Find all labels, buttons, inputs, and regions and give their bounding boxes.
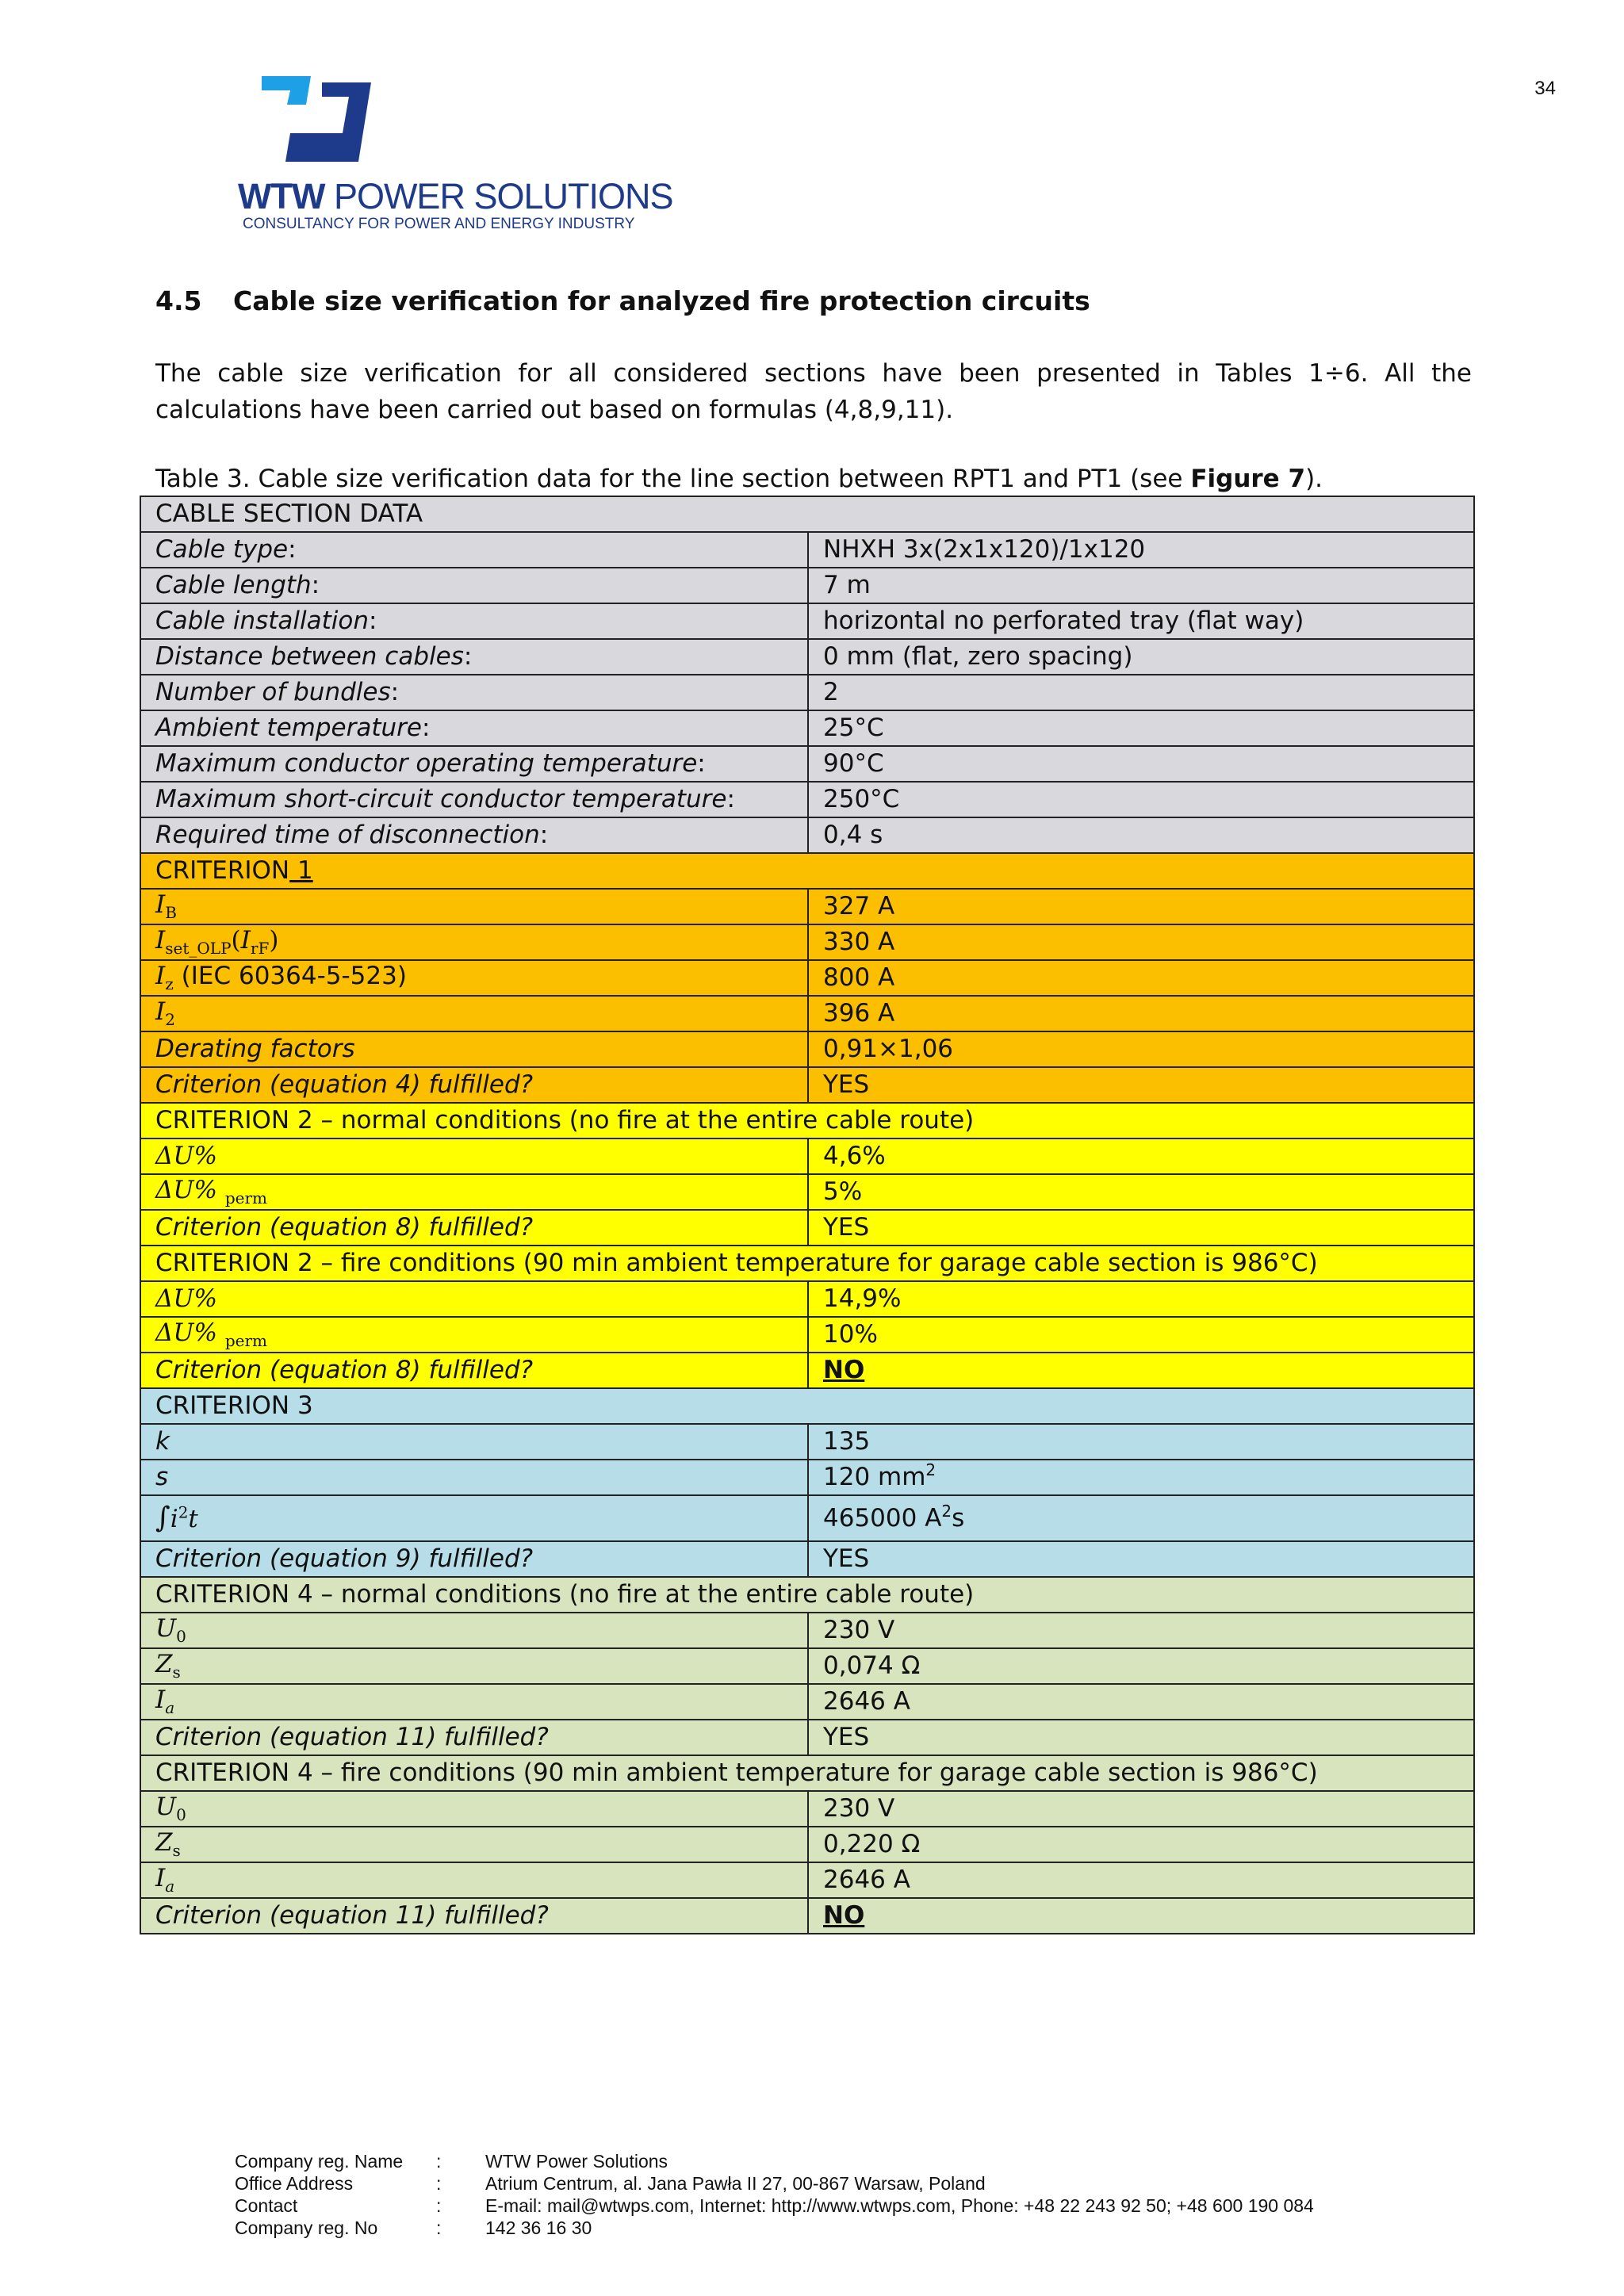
table-row xyxy=(140,1720,1474,1755)
table-row xyxy=(140,1827,1474,1862)
zs-symbol: $Z_s$ xyxy=(140,1648,808,1684)
criterion3-result-label: Criterion (equation 9) fulfilled? xyxy=(140,1541,808,1577)
criterion1-result-label: Criterion (equation 4) fulfilled? xyxy=(140,1067,808,1103)
footer-key: Company reg. Name xyxy=(235,2151,404,2172)
cable-param-value: 90°C xyxy=(808,746,1474,782)
du-fire-symbol: ΔU% xyxy=(140,1281,808,1317)
cable-section-rows xyxy=(140,532,1474,853)
cable-param-label: Number of bundles: xyxy=(140,675,808,710)
table-row xyxy=(140,1424,1474,1460)
footer-value: WTW Power Solutions xyxy=(485,2151,668,2172)
table-row xyxy=(140,675,1474,710)
table-row xyxy=(140,782,1474,817)
iset-value: 330 A xyxy=(808,924,1474,960)
table-row xyxy=(140,603,1474,639)
company-logo xyxy=(238,76,682,235)
table-row xyxy=(140,924,1474,960)
cable-param-value: 0 mm (flat, zero spacing) xyxy=(808,639,1474,675)
footer-row xyxy=(235,2195,1314,2217)
table-row xyxy=(140,568,1474,603)
cable-param-label: Maximum short-circuit conductor temperature: xyxy=(140,782,808,817)
table-row xyxy=(140,1648,1474,1684)
iz-symbol: $I_z$ (IEC 60364-5-523) xyxy=(140,960,808,996)
i2t-symbol: $\int i^2t$ xyxy=(140,1495,808,1541)
criterion3-header: CRITERION 3 xyxy=(140,1388,1474,1424)
criterion4-normal-header: CRITERION 4 – normal conditions (no fire at the entire cable route) xyxy=(140,1577,1474,1613)
criterion2-fire-result-value: NO xyxy=(808,1353,1474,1388)
table-row xyxy=(140,960,1474,996)
cable-section-header: CABLE SECTION DATA xyxy=(140,496,1474,532)
cable-param-label: Ambient temperature: xyxy=(140,710,808,746)
section-heading xyxy=(155,285,1090,316)
table-row xyxy=(140,1138,1474,1174)
table-row xyxy=(140,1317,1474,1353)
footer-separator: : xyxy=(436,2151,442,2172)
cable-param-label: Cable type: xyxy=(140,532,808,568)
cable-param-label: Cable installation: xyxy=(140,603,808,639)
cable-param-value: NHXH 3x(2x1x120)/1x120 xyxy=(808,532,1474,568)
zs-fire-value: 0,220 Ω xyxy=(808,1827,1474,1862)
u0-value: 230 V xyxy=(808,1613,1474,1648)
criterion2-normal-result-label: Criterion (equation 8) fulfilled? xyxy=(140,1210,808,1246)
footer-row xyxy=(235,2150,1314,2172)
s-label: s xyxy=(140,1460,808,1495)
criterion4-fire-header-row xyxy=(140,1755,1474,1791)
table-row xyxy=(140,1031,1474,1067)
cable-param-value: horizontal no perforated tray (flat way) xyxy=(808,603,1474,639)
ia-fire-symbol: $I_a$ xyxy=(140,1862,808,1898)
ib-symbol: $I_B$ xyxy=(140,889,808,924)
cable-section-header-row xyxy=(140,496,1474,532)
section-title: Cable size verification for analyzed fire protection circuits xyxy=(233,285,1090,316)
ia-value: 2646 A xyxy=(808,1684,1474,1720)
criterion2-fire-header: CRITERION 2 – fire conditions (90 min ambient temperature for garage cable section is 986°C) xyxy=(140,1246,1474,1281)
table-row xyxy=(140,1174,1474,1210)
u0-fire-value: 230 V xyxy=(808,1791,1474,1827)
du-perm-fire-value: 10% xyxy=(808,1317,1474,1353)
criterion4-fire-header: CRITERION 4 – fire conditions (90 min ambient temperature for garage cable section is 986°C) xyxy=(140,1755,1474,1791)
table-row xyxy=(140,1898,1474,1934)
table-row xyxy=(140,532,1474,568)
table-row xyxy=(140,1353,1474,1388)
criterion4-normal-header-row xyxy=(140,1577,1474,1613)
table-row xyxy=(140,1210,1474,1246)
i2-value: 396 A xyxy=(808,996,1474,1031)
cable-param-value: 25°C xyxy=(808,710,1474,746)
table-row xyxy=(140,1541,1474,1577)
zs-value: 0,074 Ω xyxy=(808,1648,1474,1684)
footer-separator: : xyxy=(436,2195,442,2216)
i2-symbol: $I_2$ xyxy=(140,996,808,1031)
table-row xyxy=(140,889,1474,924)
logo-mark-icon xyxy=(255,76,374,163)
criterion4-normal-result-label: Criterion (equation 11) fulfilled? xyxy=(140,1720,808,1755)
k-value: 135 xyxy=(808,1424,1474,1460)
logo-company-name: WTW POWER SOLUTIONS xyxy=(238,176,673,216)
du-perm-symbol: ΔU% $_{perm}$ xyxy=(140,1174,808,1210)
table-row xyxy=(140,1067,1474,1103)
table-caption: Table 3. Cable size verification data for the line section between RPT1 and PT1 (see Figure 7). xyxy=(155,465,1323,493)
cable-param-label: Distance between cables: xyxy=(140,639,808,675)
logo-tagline: CONSULTANCY FOR POWER AND ENERGY INDUSTRY xyxy=(243,216,635,232)
footer-key: Contact xyxy=(235,2195,298,2216)
footer-value: Atrium Centrum, al. Jana Pawła II 27, 00-867 Warsaw, Poland xyxy=(485,2173,986,2194)
derating-label: Derating factors xyxy=(140,1031,808,1067)
criterion1-result-value: YES xyxy=(808,1067,1474,1103)
ib-value: 327 A xyxy=(808,889,1474,924)
footer-value: E-mail: mail@wtwps.com, Internet: http://www.wtwps.com, Phone: +48 22 243 92 50; +48 600 190 084 xyxy=(485,2195,1314,2216)
footer-row xyxy=(235,2172,1314,2195)
k-label: k xyxy=(140,1424,808,1460)
criterion4-fire-result-label: Criterion (equation 11) fulfilled? xyxy=(140,1898,808,1934)
table-row xyxy=(140,1613,1474,1648)
i2t-value: 465000 $A^2s$ xyxy=(808,1495,1474,1541)
du-value: 4,6% xyxy=(808,1138,1474,1174)
table-row xyxy=(140,1791,1474,1827)
page-number: 34 xyxy=(1534,78,1556,99)
cable-param-label: Cable length: xyxy=(140,568,808,603)
ia-symbol: $I_a$ xyxy=(140,1684,808,1720)
cable-param-value: 7 m xyxy=(808,568,1474,603)
du-perm-value: 5% xyxy=(808,1174,1474,1210)
figure-reference: Figure 7 xyxy=(1190,465,1306,493)
cable-verification-table xyxy=(140,496,1475,1934)
table-row xyxy=(140,817,1474,853)
footer-key: Company reg. No xyxy=(235,2218,378,2238)
criterion3-result-value: YES xyxy=(808,1541,1474,1577)
table-row xyxy=(140,1495,1474,1541)
zs-fire-symbol: $Z_s$ xyxy=(140,1827,808,1862)
s-value: 120 $mm^2$ xyxy=(808,1460,1474,1495)
cable-param-value: 0,4 s xyxy=(808,817,1474,853)
table-row xyxy=(140,1281,1474,1317)
u0-symbol: $U_0$ xyxy=(140,1613,808,1648)
du-fire-value: 14,9% xyxy=(808,1281,1474,1317)
footer-separator: : xyxy=(436,2218,442,2238)
criterion4-fire-result-value: NO xyxy=(808,1898,1474,1934)
section-number: 4.5 xyxy=(155,285,202,316)
criterion2-normal-header-row xyxy=(140,1103,1474,1138)
cable-param-label: Required time of disconnection: xyxy=(140,817,808,853)
iset-symbol: $I_{set\_OLP}(I_{rF})$ xyxy=(140,924,808,960)
table-row xyxy=(140,1460,1474,1495)
u0-fire-symbol: $U_0$ xyxy=(140,1791,808,1827)
table-row xyxy=(140,639,1474,675)
criterion3-header-row xyxy=(140,1388,1474,1424)
footer-value: 142 36 16 30 xyxy=(485,2218,592,2238)
criterion1-header: CRITERION 1 xyxy=(140,853,1474,889)
cable-param-value: 250°C xyxy=(808,782,1474,817)
criterion2-normal-result-value: YES xyxy=(808,1210,1474,1246)
table-row xyxy=(140,996,1474,1031)
footer-row xyxy=(235,2217,1314,2239)
iz-value: 800 A xyxy=(808,960,1474,996)
table-row xyxy=(140,710,1474,746)
table-row xyxy=(140,1684,1474,1720)
criterion4-normal-result-value: YES xyxy=(808,1720,1474,1755)
footer-separator: : xyxy=(436,2173,442,2194)
cable-param-value: 2 xyxy=(808,675,1474,710)
derating-value: 0,91×1,06 xyxy=(808,1031,1474,1067)
table-row xyxy=(140,1862,1474,1898)
table-row xyxy=(140,746,1474,782)
footer-key: Office Address xyxy=(235,2173,354,2194)
criterion2-fire-result-label: Criterion (equation 8) fulfilled? xyxy=(140,1353,808,1388)
ia-fire-value: 2646 A xyxy=(808,1862,1474,1898)
criterion2-normal-header: CRITERION 2 – normal conditions (no fire at the entire cable route) xyxy=(140,1103,1474,1138)
criterion1-header-row xyxy=(140,853,1474,889)
criterion2-fire-header-row xyxy=(140,1246,1474,1281)
intro-paragraph: The cable size verification for all considered sections have been presented in Tables 1÷6. All the calculations have been carried out based on formulas (4,8,9,11). xyxy=(155,359,1472,424)
page-footer xyxy=(235,2150,1314,2239)
du-perm-fire-symbol: ΔU% $_{perm}$ xyxy=(140,1317,808,1353)
cable-param-label: Maximum conductor operating temperature: xyxy=(140,746,808,782)
du-symbol: ΔU% xyxy=(140,1138,808,1174)
